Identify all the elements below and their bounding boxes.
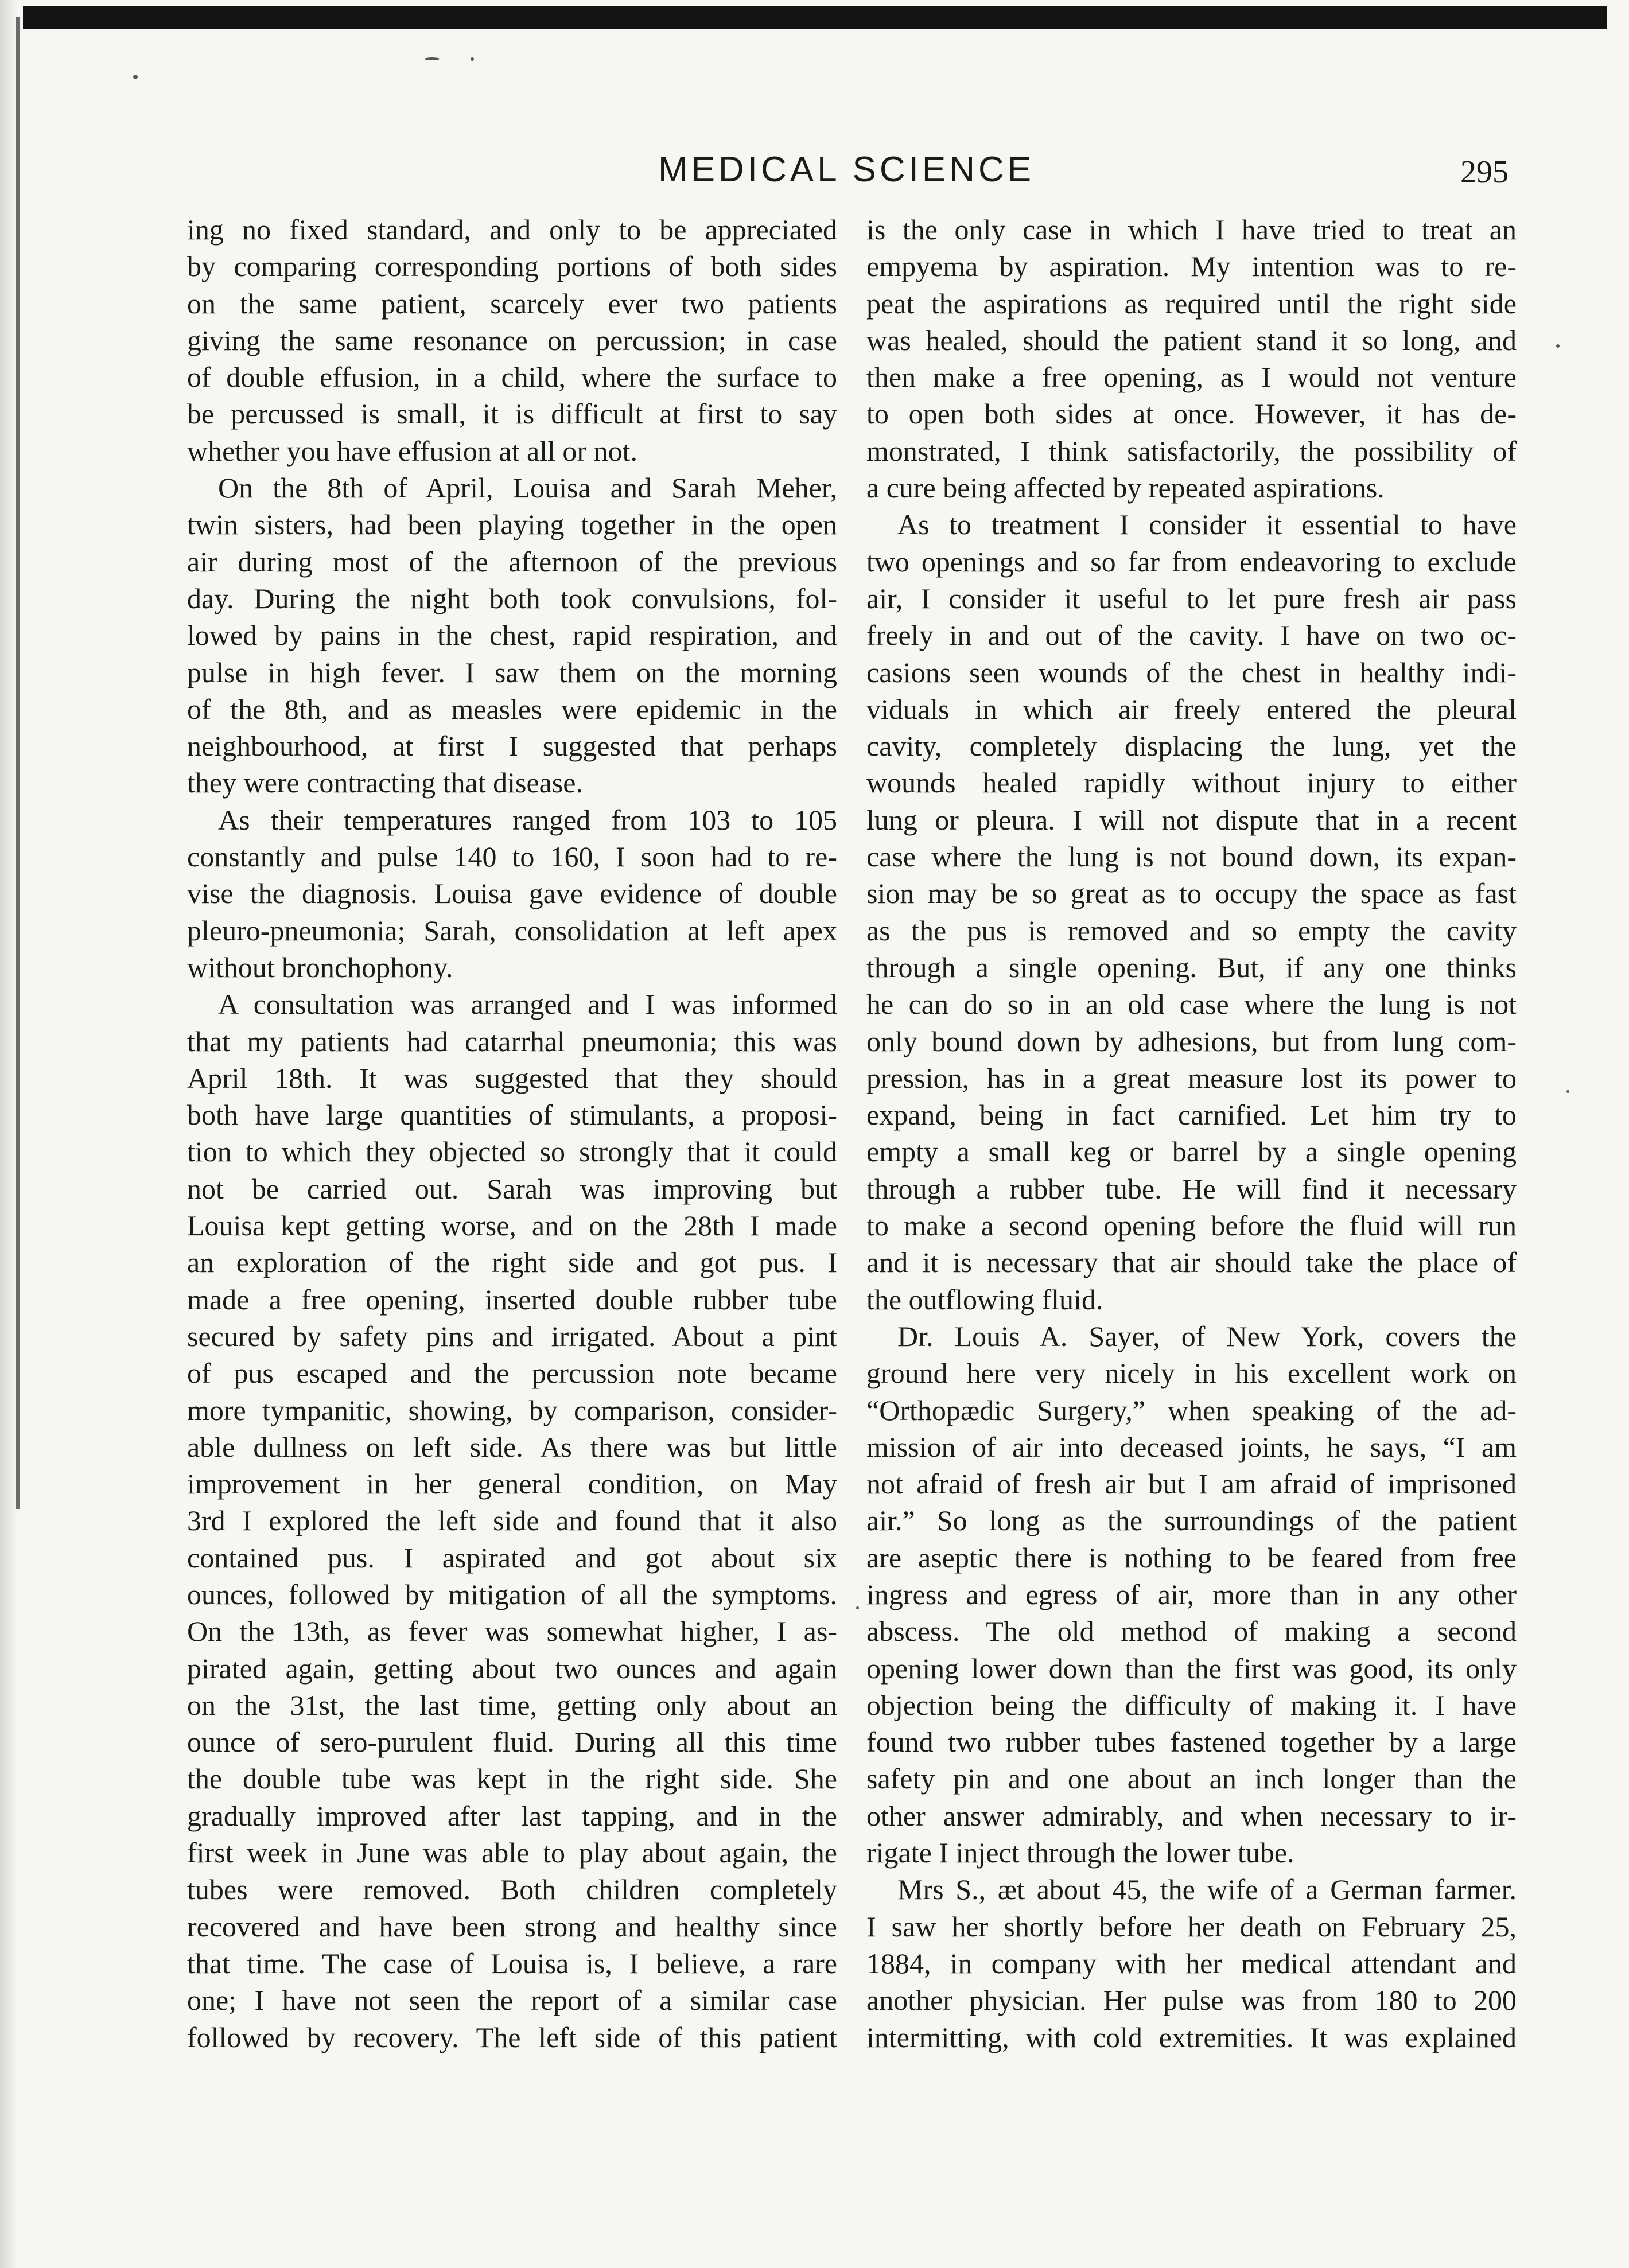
- text-line: and it is necessary that air should take the place of: [866, 1246, 1517, 1279]
- text-line: recovered and have been strong and healthy since: [187, 1910, 837, 1943]
- text-line: to open both sides at once. However, it has de-: [866, 398, 1517, 430]
- text-line: safety pin and one about an inch longer than the: [866, 1763, 1517, 1795]
- text-line: day. During the night both took convulsions, fol-: [187, 582, 837, 614]
- text-line: pirated again, getting about two ounces and again: [187, 1652, 837, 1685]
- text-line: ground here very nicely in his excellent work on: [866, 1357, 1517, 1390]
- text-line: the outflowing fluid.: [866, 1283, 1103, 1316]
- text-line: empyema by aspiration. My intention was to re-: [866, 250, 1517, 283]
- left-text-column: [187, 211, 837, 2056]
- text-line: As their temperatures ranged from 103 to 105: [218, 803, 837, 836]
- text-line: secured by safety pins and irrigated. About a pint: [187, 1320, 837, 1352]
- text-line: pression, has in a great measure lost its power to: [866, 1061, 1517, 1094]
- text-line: constantly and pulse 140 to 160, I soon had to re-: [187, 841, 837, 873]
- text-line: that time. The case of Louisa is, I believe, a rare: [187, 1947, 837, 1979]
- text-line: Mrs S., æt about 45, the wife of a German farmer.: [897, 1873, 1517, 1906]
- text-line: they were contracting that disease.: [187, 767, 583, 799]
- text-line: I saw her shortly before her death on February 25,: [866, 1910, 1517, 1943]
- text-line: viduals in which air freely entered the pleural: [866, 693, 1517, 725]
- text-line: able dullness on left side. As there was but little: [187, 1430, 837, 1463]
- text-line: on the 31st, the last time, getting only about an: [187, 1689, 837, 1721]
- text-line: rigate I inject through the lower tube.: [866, 1837, 1294, 1869]
- text-line: he can do so in an old case where the lung is not: [866, 988, 1517, 1021]
- right-text-column: [866, 211, 1517, 2056]
- text-line: an exploration of the right side and got pus. I: [187, 1246, 837, 1279]
- text-line: On the 8th of April, Louisa and Sarah Meher,: [218, 472, 837, 504]
- top-rule: [23, 6, 1607, 29]
- text-line: not afraid of fresh air but I am afraid of imprisoned: [866, 1468, 1517, 1500]
- page-number: 295: [1460, 154, 1509, 190]
- text-line: tubes were removed. Both children completely: [187, 1873, 837, 1906]
- text-line: contained pus. I aspirated and got about six: [187, 1541, 837, 1574]
- text-line: April 18th. It was suggested that they should: [187, 1061, 837, 1094]
- print-speck: [471, 57, 474, 61]
- text-line: a cure being affected by repeated aspirations.: [866, 472, 1385, 504]
- text-line: gradually improved after last tapping, and in the: [187, 1799, 837, 1832]
- text-line: two openings and so far from endeavoring to exclude: [866, 545, 1517, 578]
- text-line: first week in June was able to play about again, the: [187, 1837, 837, 1869]
- text-line: then make a free opening, as I would not venture: [866, 361, 1517, 394]
- text-line: lung or pleura. I will not dispute that in a recent: [866, 803, 1517, 836]
- text-line: another physician. Her pulse was from 180 to 200: [866, 1984, 1517, 2017]
- text-line: to make a second opening before the fluid will run: [866, 1209, 1517, 1242]
- text-line: 1884, in company with her medical attendant and: [866, 1947, 1517, 1979]
- text-line: A consultation was arranged and I was informed: [218, 988, 837, 1021]
- text-line: ounces, followed by mitigation of all the symptoms.: [187, 1578, 837, 1610]
- text-line: air.” So long as the surroundings of the patient: [866, 1504, 1517, 1537]
- running-title: MEDICAL SCIENCE: [658, 150, 1035, 189]
- text-line: intermitting, with cold extremities. It was explained: [866, 2021, 1517, 2053]
- text-line: wounds healed rapidly without injury to either: [866, 767, 1517, 799]
- text-line: monstrated, I think satisfactorily, the possibility of: [866, 434, 1517, 467]
- text-line: opening lower down than the first was good, its only: [866, 1652, 1517, 1685]
- text-line: “Orthopædic Surgery,” when speaking of the ad-: [866, 1394, 1517, 1426]
- text-line: made a free opening, inserted double rubber tube: [187, 1283, 837, 1316]
- text-line: of pus escaped and the percussion note became: [187, 1357, 837, 1390]
- text-line: freely in and out of the cavity. I have on two oc-: [866, 619, 1517, 652]
- text-line: giving the same resonance on percussion; in case: [187, 324, 837, 356]
- text-line: casions seen wounds of the chest in healthy indi-: [866, 656, 1517, 688]
- text-line: neighbourhood, at first I suggested that perhaps: [187, 730, 837, 763]
- print-speck: [1566, 1090, 1569, 1093]
- text-line: as the pus is removed and so empty the cavity: [866, 914, 1517, 947]
- text-line: be percussed is small, it is difficult at first to say: [187, 398, 837, 430]
- text-line: 3rd I explored the left side and found that it also: [187, 1504, 837, 1537]
- text-line: by comparing corresponding portions of both sides: [187, 250, 837, 283]
- text-line: On the 13th, as fever was somewhat higher, I as-: [187, 1615, 837, 1648]
- text-line: of double effusion, in a child, where the surface to: [187, 361, 837, 394]
- print-speck: [1556, 344, 1560, 348]
- text-line: Dr. Louis A. Sayer, of New York, covers the: [897, 1320, 1517, 1352]
- text-line: ing no fixed standard, and only to be appreciated: [187, 213, 837, 246]
- text-line: the double tube was kept in the right side. She: [187, 1763, 837, 1795]
- print-speck: [425, 57, 440, 60]
- text-line: empty a small keg or barrel by a single opening: [866, 1135, 1517, 1168]
- text-line: one; I have not seen the report of a similar case: [187, 1984, 837, 2017]
- page-left-edge-shadow: [0, 0, 17, 2268]
- text-line: was healed, should the patient stand it so long, and: [866, 324, 1517, 356]
- text-line: of the 8th, and as measles were epidemic in the: [187, 693, 837, 725]
- text-line: air during most of the afternoon of the previous: [187, 545, 837, 578]
- text-line: followed by recovery. The left side of this patient: [187, 2021, 837, 2053]
- text-line: air, I consider it useful to let pure fresh air pass: [866, 582, 1517, 614]
- text-line: lowed by pains in the chest, rapid respiration, and: [187, 619, 837, 652]
- text-line: twin sisters, had been playing together in the open: [187, 508, 837, 541]
- text-line: As to treatment I consider it essential to have: [897, 508, 1517, 541]
- text-line: is the only case in which I have tried to treat an: [866, 213, 1517, 246]
- text-line: whether you have effusion at all or not.: [187, 434, 637, 467]
- text-line: that my patients had catarrhal pneumonia; this was: [187, 1025, 837, 1057]
- text-line: mission of air into deceased joints, he says, “I am: [866, 1430, 1517, 1463]
- text-line: other answer admirably, and when necessary to ir-: [866, 1799, 1517, 1832]
- text-line: cavity, completely displacing the lung, yet the: [866, 730, 1517, 763]
- binding-line: [16, 17, 20, 1509]
- text-line: more tympanitic, showing, by comparison, consider-: [187, 1394, 837, 1426]
- text-line: pulse in high fever. I saw them on the morning: [187, 656, 837, 688]
- text-line: only bound down by adhesions, but from lung com-: [866, 1025, 1517, 1057]
- text-line: improvement in her general condition, on May: [187, 1468, 837, 1500]
- text-line: both have large quantities of stimulants, a proposi-: [187, 1099, 837, 1131]
- text-line: Louisa kept getting worse, and on the 28th I made: [187, 1209, 837, 1242]
- text-line: found two rubber tubes fastened together by a large: [866, 1726, 1517, 1759]
- text-line: peat the aspirations as required until the right side: [866, 287, 1517, 320]
- text-line: expand, being in fact carnified. Let him try to: [866, 1099, 1517, 1131]
- text-line: are aseptic there is nothing to be feared from free: [866, 1541, 1517, 1574]
- text-line: sion may be so great as to occupy the space as fast: [866, 877, 1517, 910]
- text-line: without bronchophony.: [187, 951, 453, 983]
- text-line: tion to which they objected so strongly that it could: [187, 1135, 837, 1168]
- print-speck: [133, 75, 138, 79]
- text-line: through a rubber tube. He will find it necessary: [866, 1172, 1517, 1205]
- text-line: ingress and egress of air, more than in any other: [866, 1578, 1517, 1610]
- print-speck: [856, 1606, 859, 1609]
- text-line: vise the diagnosis. Louisa gave evidence of double: [187, 877, 837, 910]
- text-line: through a single opening. But, if any one thinks: [866, 951, 1517, 983]
- text-line: not be carried out. Sarah was improving but: [187, 1172, 837, 1205]
- text-line: on the same patient, scarcely ever two patients: [187, 287, 837, 320]
- text-line: abscess. The old method of making a second: [866, 1615, 1517, 1648]
- text-line: ounce of sero-purulent fluid. During all this time: [187, 1726, 837, 1759]
- text-line: case where the lung is not bound down, its expan-: [866, 841, 1517, 873]
- text-line: objection being the difficulty of making it. I have: [866, 1689, 1517, 1721]
- text-line: pleuro-pneumonia; Sarah, consolidation at left apex: [187, 914, 837, 947]
